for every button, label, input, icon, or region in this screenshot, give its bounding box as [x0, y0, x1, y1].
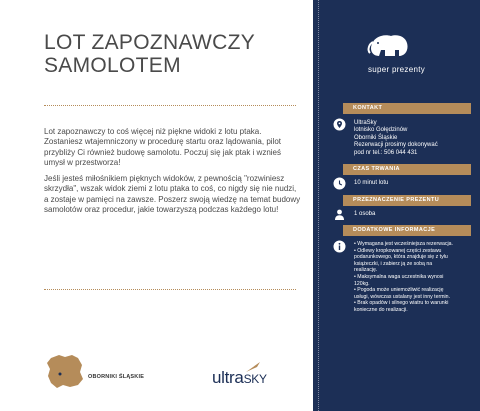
recipients-heading: PRZEZNACZENIE PREZENTU [343, 195, 471, 206]
map-location-dot [59, 373, 62, 376]
info-list [354, 241, 454, 314]
logo-sky-text: SKY [243, 372, 267, 386]
contact-line: lotnisko Gołędzinów [354, 127, 408, 134]
location-label: OBORNIKI ŚLĄSKIE [88, 374, 145, 380]
plane-swoosh-icon [245, 361, 261, 373]
info-item: • Wymagana jest wcześniejsza rezerwacja. [354, 241, 453, 247]
person-icon [333, 208, 346, 221]
info-item: • Maksymalna waga uczestnika wynosi 120kg. [354, 273, 444, 287]
description [44, 127, 302, 221]
info-heading: DODATKOWE INFORMACJE [343, 225, 471, 236]
contact-line: Rezerwacji prosimy dokonywać [354, 142, 438, 149]
dotted-divider-top [44, 105, 296, 106]
ultrasky-logo [212, 368, 267, 388]
info-item: • Pogoda może uniemożliwić realizację usługi, wówczas ustalany jest inny termin. [354, 287, 451, 300]
contact-line: Oborniki Śląskie [354, 134, 398, 141]
recipients-value: 1 osoba [354, 211, 376, 217]
page-title: LOT ZAPOZNAWCZY SAMOLOTEM [44, 31, 255, 77]
contact-heading: KONTAKT [343, 103, 471, 114]
duration-value: 10 minut lotu [354, 180, 389, 186]
contact-phone: pod nr tel.: 506 044 431 [354, 149, 418, 156]
contact-line: UltraSky [354, 120, 377, 126]
clock-icon [333, 177, 346, 190]
info-item: • Brak opadów i silnego wiatru to warunki konieczne do realizacji. [354, 300, 449, 313]
info-icon [333, 240, 346, 253]
elephant-logo-icon [361, 26, 421, 66]
map-pin-icon [333, 118, 346, 131]
additional-info [354, 241, 454, 314]
contact-details [354, 120, 472, 157]
description-paragraph-1: Lot zapoznawczy to coś więcej niż piękne widoki z lotu ptaka. Zostaniesz wtajemniczony w procedurę startu oraz lądowania, pilot przybliży Ci również budowę samolotu. Poczuj się jak ptak i wznieś umysł w przestworza! [44, 127, 282, 167]
duration-heading: CZAS TRWANIA [343, 164, 471, 175]
logo-ultra-text: ultra [212, 368, 244, 387]
info-item: • Odlewy kropkowanej części zestawu podarunkowego, która znajduje się z tyłu książeczki, i zabierz ją ze sobą na realizację. [354, 247, 448, 274]
right-panel [313, 0, 480, 411]
poland-map-icon [45, 352, 85, 390]
description-paragraph-2: Jeśli jesteś miłośnikiem pięknych widoków, z pewnością "rozwiniesz skrzydła", wszak widok ziemi z lotu ptaka to coś, co nigdy się nie nudzi, a zostaje w pamięci na zawsze. Poszerz swoją wiedzę na temat budowy samolotów oraz procedur, jakie towarzyszą podczas każdego lotu! [44, 174, 301, 215]
dotted-divider-bottom [44, 289, 296, 290]
brand-name: super prezenty [367, 65, 426, 74]
panel-dotted-edge [318, 0, 319, 411]
